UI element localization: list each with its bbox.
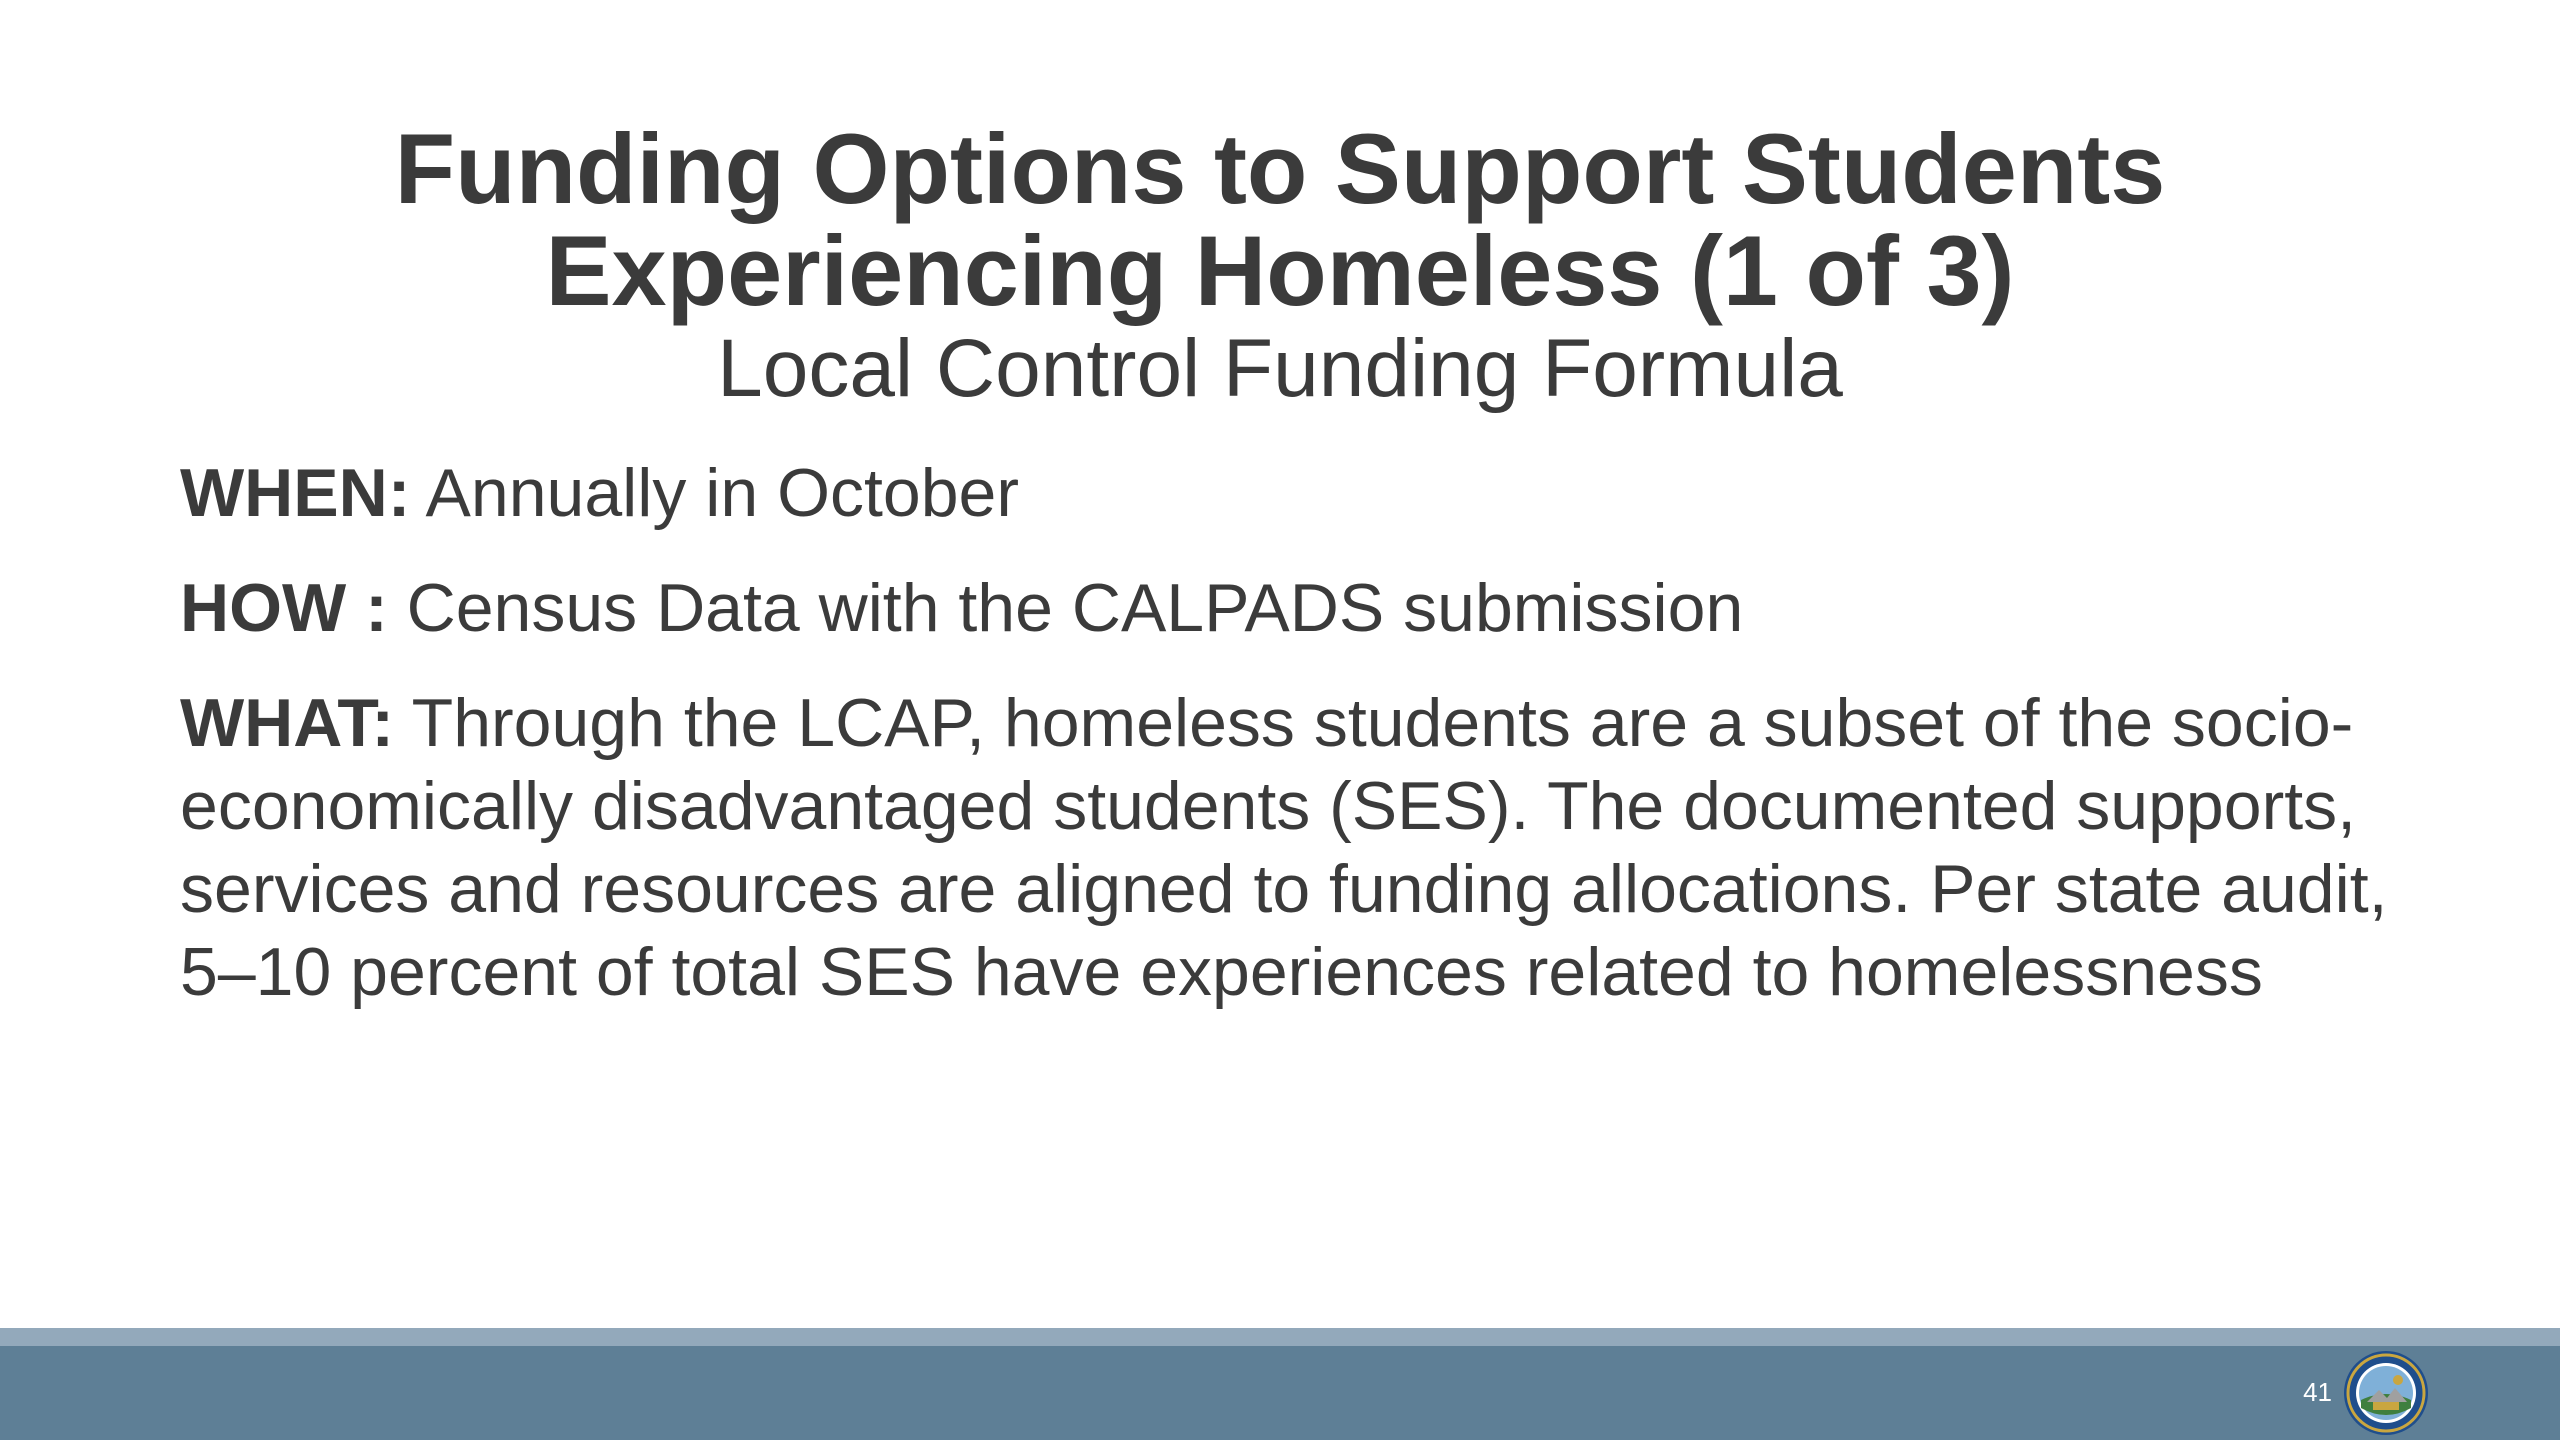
when-paragraph	[180, 452, 2420, 535]
what-paragraph	[180, 682, 2420, 1014]
how-label: HOW :	[180, 570, 388, 646]
title-line-2: Experiencing Homeless (1 of 3)	[545, 215, 2015, 326]
title-line-1: Funding Options to Support Students	[394, 113, 2166, 224]
what-text: Through the LCAP, homeless students are a subset of the socio-economically disadvantaged students (SES). The documented supports, services and resources are aligned to funding allocations. Per state audit, 5–10 percent of total SES have experiences related to homelessness	[180, 685, 2388, 1010]
when-text: Annually in October	[410, 455, 1019, 531]
slide-body	[180, 452, 2420, 1046]
what-label: WHAT:	[180, 685, 394, 761]
how-text: Census Data with the CALPADS submission	[387, 570, 1744, 646]
slide-subtitle: Local Control Funding Formula	[717, 323, 1843, 414]
when-label: WHEN:	[180, 455, 411, 531]
footer-stripe	[0, 1328, 2560, 1346]
footer-bar	[0, 1346, 2560, 1440]
slide-title	[0, 113, 2560, 326]
title-block	[0, 113, 2560, 416]
state-seal-icon	[2343, 1350, 2429, 1436]
page-number: 41	[2303, 1377, 2332, 1407]
how-paragraph	[180, 567, 2420, 650]
